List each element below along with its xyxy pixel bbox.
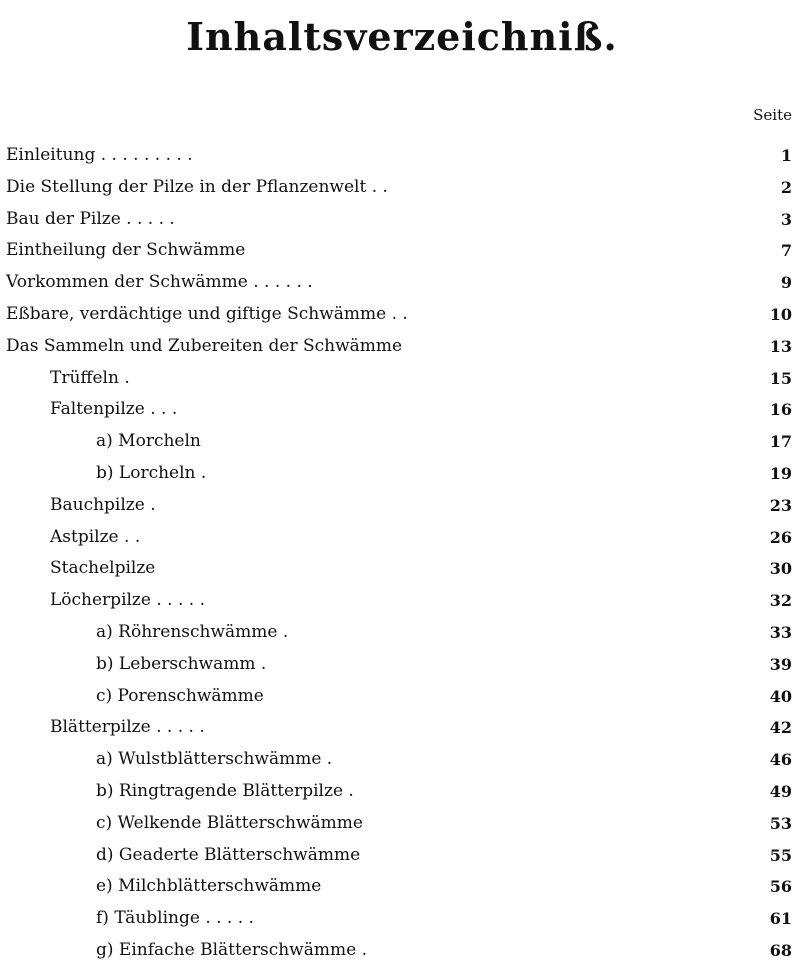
toc-entry-page-number: 9 xyxy=(780,273,792,293)
toc-entry xyxy=(0,490,804,522)
toc-entry-page-number: 40 xyxy=(769,686,792,706)
toc-entry-label: Faltenpilze . . . xyxy=(50,399,178,420)
toc-entry-page-number: 1 xyxy=(780,146,792,165)
toc-entry-label: Einleitung . . . . . . . . . xyxy=(6,145,193,165)
toc-entry-page-number: 15 xyxy=(769,368,792,388)
toc-entry-label: b) Lorcheln . xyxy=(96,462,207,483)
toc-entry-label: Die Stellung der Pilze in der Pflanzenwelt . . xyxy=(6,176,388,197)
toc-entry-page-number: 61 xyxy=(769,909,792,929)
toc-entry-page-number: 49 xyxy=(769,781,792,801)
toc-entry xyxy=(0,140,804,172)
toc-entry-label: Blätterpilze . . . . . xyxy=(50,717,205,738)
toc-entry-label: Bau der Pilze . . . . . xyxy=(6,208,175,229)
toc-entry-page-number: 19 xyxy=(769,463,792,483)
toc-entry xyxy=(0,363,804,395)
toc-entry-label: c) Porenschwämme xyxy=(96,685,264,706)
toc-entry-page-number: 7 xyxy=(780,241,792,261)
toc-entry-page-number: 46 xyxy=(769,750,792,770)
toc-entry-page-number: 39 xyxy=(769,654,792,674)
toc-entry-label: a) Röhrenschwämme . xyxy=(96,621,289,642)
toc-entry-page-number: 55 xyxy=(769,845,792,865)
toc-entry-label: a) Morcheln xyxy=(96,431,201,452)
toc-entry xyxy=(0,808,804,840)
toc-entry-label: Stachelpilze xyxy=(50,558,156,579)
toc-entry-page-number: 53 xyxy=(769,813,792,833)
toc-entry-label: d) Geaderte Blätterschwämme xyxy=(96,844,361,865)
toc-entry-label: Löcherpilze . . . . . xyxy=(50,590,205,611)
toc-entry-label: c) Welkende Blätterschwämme xyxy=(96,812,363,833)
toc-entry-page-number: 10 xyxy=(769,304,792,324)
toc-entry-page-number: 23 xyxy=(769,495,792,515)
toc-entry-label: Astpilze . . xyxy=(50,526,141,547)
toc-entry xyxy=(0,553,804,585)
toc-entry-page-number: 26 xyxy=(769,527,792,547)
toc-entry-label: e) Milchblätterschwämme xyxy=(96,876,322,897)
toc-entry-label: Das Sammeln und Zubereiten der Schwämme xyxy=(6,335,403,356)
toc-entry xyxy=(0,522,804,554)
toc-entry xyxy=(0,681,804,713)
toc-entry-page-number: 56 xyxy=(769,877,792,897)
table-of-contents xyxy=(0,140,804,967)
toc-entry xyxy=(0,299,804,331)
toc-entry-page-number: 17 xyxy=(769,432,792,452)
toc-entry xyxy=(0,585,804,617)
page-column-header: Seite xyxy=(753,106,792,124)
toc-entry xyxy=(0,776,804,808)
toc-entry xyxy=(0,903,804,935)
toc-entry xyxy=(0,204,804,236)
toc-entry xyxy=(0,617,804,649)
toc-entry-page-number: 30 xyxy=(769,559,792,579)
toc-entry xyxy=(0,840,804,872)
toc-entry xyxy=(0,871,804,903)
toc-entry-page-number: 33 xyxy=(769,622,792,642)
toc-entry-label: Eintheilung der Schwämme xyxy=(6,240,246,261)
toc-entry xyxy=(0,331,804,363)
toc-entry-label: Trüffeln . xyxy=(50,367,130,388)
toc-entry-label: b) Leberschwamm . xyxy=(96,653,267,674)
toc-entry xyxy=(0,426,804,458)
toc-entry xyxy=(0,744,804,776)
toc-entry-page-number: 42 xyxy=(769,718,792,738)
toc-entry-page-number: 3 xyxy=(780,209,792,229)
toc-entry xyxy=(0,172,804,204)
toc-entry-label: f) Täublinge . . . . . xyxy=(96,908,254,929)
toc-entry-page-number: 13 xyxy=(769,336,792,356)
toc-entry-label: Bauchpilze . xyxy=(50,494,156,515)
toc-entry-label: b) Ringtragende Blätterpilze . xyxy=(96,780,354,801)
toc-entry-page-number: 32 xyxy=(769,591,792,611)
toc-entry-label: Eßbare, verdächtige und giftige Schwämme . . xyxy=(6,303,408,324)
toc-entry xyxy=(0,458,804,490)
toc-entry xyxy=(0,935,804,967)
toc-entry xyxy=(0,649,804,681)
toc-entry-label: a) Wulstblätterschwämme . xyxy=(96,749,333,770)
page-title: Inhaltsverzeichniß. xyxy=(186,14,618,59)
toc-entry xyxy=(0,267,804,299)
toc-entry xyxy=(0,712,804,744)
toc-entry xyxy=(0,394,804,426)
toc-entry xyxy=(0,235,804,267)
toc-entry-page-number: 16 xyxy=(769,400,792,420)
toc-entry-label: Vorkommen der Schwämme . . . . . . xyxy=(6,272,313,293)
toc-entry-label: g) Einfache Blätterschwämme . xyxy=(96,939,367,960)
toc-entry-page-number: 68 xyxy=(769,940,792,960)
toc-entry-page-number: 2 xyxy=(780,177,792,197)
